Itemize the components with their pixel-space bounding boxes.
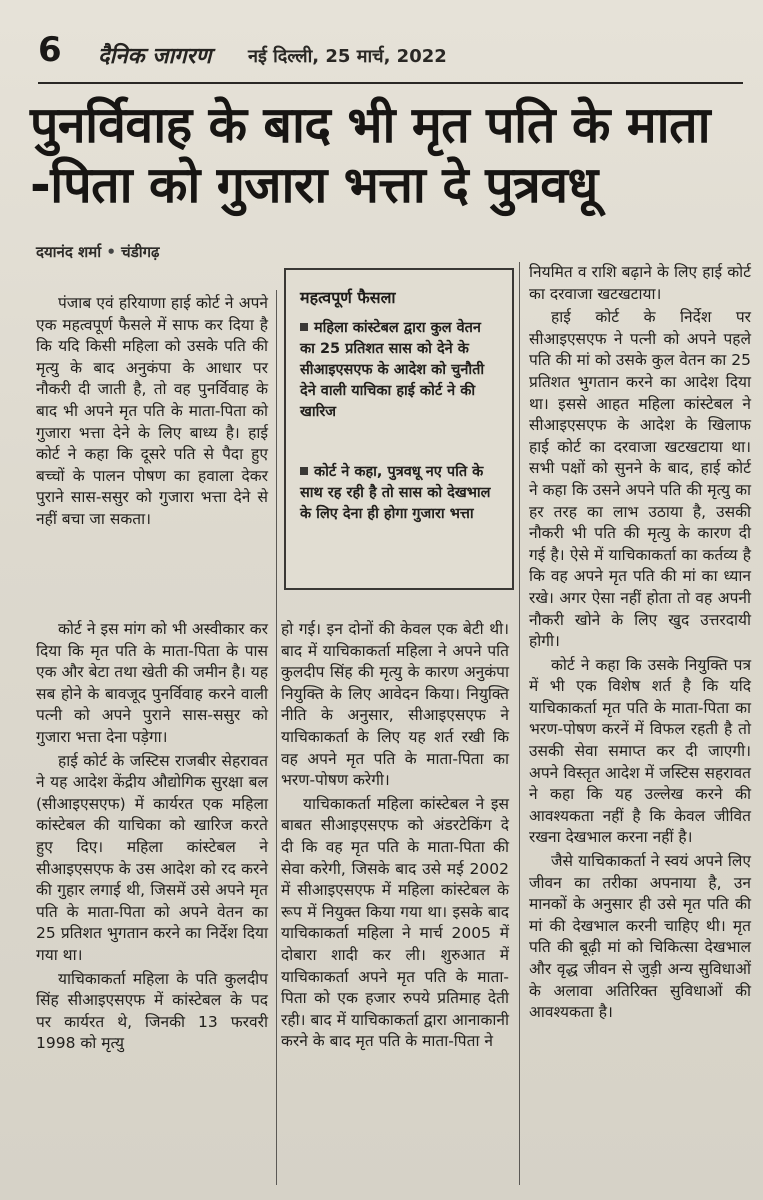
paragraph: हाई कोर्ट के निर्देश पर सीआइएसएफ ने पत्नी को अपने पहले पति की मां को उसके कुल वेतन का 25 प्रतिशत भुगतान करने का आदेश दिया था। इससे आहत महिला कांस्टेबल ने सीआइएसएफ के आदेश के खिलाफ हाई कोर्ट का दरवाजा खटखटाया था। सभी पक्षों को सुनने के बाद, हाई कोर्ट ने कहा कि उसने अपने पति की मृत्यु का हर तरह का लाभ उठाया है, उसकी नौकरी भी पति की मृत्यु के कारण दी गई है। ऐसे में याचिकाकर्ता का कर्तव्य है कि वह अपने मृत पति की मां का ध्यान रखे। अगर ऐसा नहीं होता तो वह अपनी नौकरी खोने के लिए खुद उत्तरदायी होगी। bbox=[529, 308, 751, 651]
dateline: नई दिल्ली, 25 मार्च, 2022 bbox=[248, 46, 447, 67]
column-divider bbox=[276, 290, 277, 1185]
author: दयानंद शर्मा bbox=[36, 243, 102, 261]
location: चंडीगढ़ bbox=[121, 243, 160, 261]
paragraph: जैसे याचिकाकर्ता ने स्वयं अपने लिए जीवन का तरीका अपनाया है, उन मानकों के अनुसार ही उसे मृत पति की मां की देखभाल करनी चाहिए थी। मृत पति की बूढ़ी मां को चिकित्सा देखभाल और वृद्ध जीवन से जुड़ी अन्य सुविधाओं के अलावा अतिरिक्त सुविधाओं की आवश्यकता है। bbox=[529, 852, 751, 1022]
paragraph: कोर्ट ने इस मांग को भी अस्वीकार कर दिया कि मृत पति के माता-पिता के पास एक और बेटा तथा खेती की जमीन है। यह सब होने के बावजूद पुनर्विवाह करने वाली पत्नी को अपने पुराने सास-ससुर को गुजारा भत्ता देना पड़ेगा। bbox=[36, 620, 268, 746]
box-item bbox=[300, 318, 500, 423]
box-item-text: कोर्ट ने कहा, पुत्रवधू नए पति के साथ रह रही है तो सास को देखभाल के लिए देना ही होगा गुजारा भत्ता bbox=[300, 464, 491, 522]
column-1-top bbox=[36, 293, 268, 533]
paragraph: नियमित व राशि बढ़ाने के लिए हाई कोर्ट का दरवाजा खटखटाया। bbox=[529, 263, 751, 303]
paragraph: याचिकाकर्ता महिला के पति कुलदीप सिंह सीआइएसएफ में कांस्टेबल के पद पर कार्यरत थे, जिनकी 13 फरवरी 1998 को मृत्यु bbox=[36, 969, 268, 1053]
column-2 bbox=[281, 619, 509, 1055]
separator-dot: • bbox=[106, 243, 122, 261]
box-item-text: महिला कांस्टेबल द्वारा कुल वेतन का 25 प्रतिशत सास को देने के सीआइएसएफ के आदेश को चुनौती देने वाली याचिका हाई कोर्ट ने की खारिज bbox=[300, 320, 485, 420]
byline bbox=[36, 242, 160, 262]
column-1-bottom bbox=[36, 619, 268, 1057]
paragraph: पंजाब एवं हरियाणा हाई कोर्ट ने अपने एक महत्वपूर्ण फैसले में साफ कर दिया है कि यदि किसी महिला को उसके पति की मृत्यु के बाद अनुकंपा के आधार पर नौकरी दी जाती है, तो वह पुनर्विवाह के बाद भी अपने मृत पति के माता-पिता को गुजारा भत्ता देने के लिए बाध्य है। हाई कोर्ट ने कहा कि दूसरे पति से पैदा हुए बच्चों के पालन पोषण का हवाला देकर पुराने सास-ससुर को गुजारा भत्ता देने से नहीं बचा जा सकता। bbox=[36, 294, 268, 528]
masthead bbox=[38, 30, 743, 84]
box-title: महत्वपूर्ण फैसला bbox=[300, 288, 396, 307]
paragraph: याचिकाकर्ता महिला कांस्टेबल ने इस बाबत सीआइएसएफ को अंडरटेकिंग दे दी कि वह मृत पति के माता-पिता की सेवा करेगी, जिसके बाद उसे मई 2002 में सीआइएसएफ में महिला कांस्टेबल के रूप में नियुक्त किया गया था। इसके बाद याचिकाकर्ता महिला ने मार्च 2005 में दोबारा शादी कर ली। शुरुआत में याचिकाकर्ता अपने मृत पति के माता-पिता को एक हजार रुपये प्रतिमाह देती रही। बाद में याचिकाकर्ता द्वारा आनाकानी करने के बाद मृत पति के माता-पिता ने bbox=[281, 794, 509, 1051]
column-divider bbox=[519, 262, 520, 1185]
paragraph: हाई कोर्ट के जस्टिस राजबीर सेहरावत ने यह आदेश केंद्रीय औद्योगिक सुरक्षा बल (सीआइएसएफ) में कार्यरत एक महिला कांस्टेबल की याचिका को खारिज करते हुए दिए। महिला कांस्टेबल ने सीआइएसएफ के उस आदेश को रद करने की गुहार लगाई थी, जिसमें उसे अपने मृत पति के माता-पिता को अपने वेतन का 25 प्रतिशत भुगतान करने का निर्देश दिया गया था। bbox=[36, 751, 268, 964]
column-3 bbox=[529, 262, 751, 1026]
headline: पुनर्विवाह के बाद भी मृत पति के माता -पिता को गुजारा भत्ता दे पुत्रवधू bbox=[30, 96, 711, 214]
paragraph: कोर्ट ने कहा कि उसके नियुक्ति पत्र में भी एक विशेष शर्त है कि यदि याचिकाकर्ता मृत पति के माता-पिता का भरण-पोषण करनें में विफल रहती है तो उसकी सेवा समाप्त कर दी जाएगी। अपने विस्तृत आदेश में जस्टिस सहरावत ने कहा कि यह उल्लेख करने की आवश्यकता नहीं है कि केवल जीवित रखना देखभाल करना नहीं है। bbox=[529, 655, 751, 847]
page-number: 6 bbox=[38, 30, 62, 70]
box-item bbox=[300, 462, 500, 525]
highlight-box bbox=[284, 268, 514, 590]
paper-name: दैनिक जागरण bbox=[98, 44, 212, 69]
bullet-icon bbox=[300, 467, 308, 475]
bullet-icon bbox=[300, 323, 308, 331]
paragraph: हो गई। इन दोनों की केवल एक बेटी थी। बाद में याचिकाकर्ता महिला ने अपने पति कुलदीप सिंह की मृत्यु के कारण अनुकंपा नियुक्ति के लिए आवेदन किया। नियुक्ति नीति के अनुसार, सीआइएसएफ ने याचिकाकर्ता के लिए यह शर्त रखी कि वह अपने मृत पति के माता-पिता का भरण-पोषण करेगी। bbox=[281, 620, 509, 790]
